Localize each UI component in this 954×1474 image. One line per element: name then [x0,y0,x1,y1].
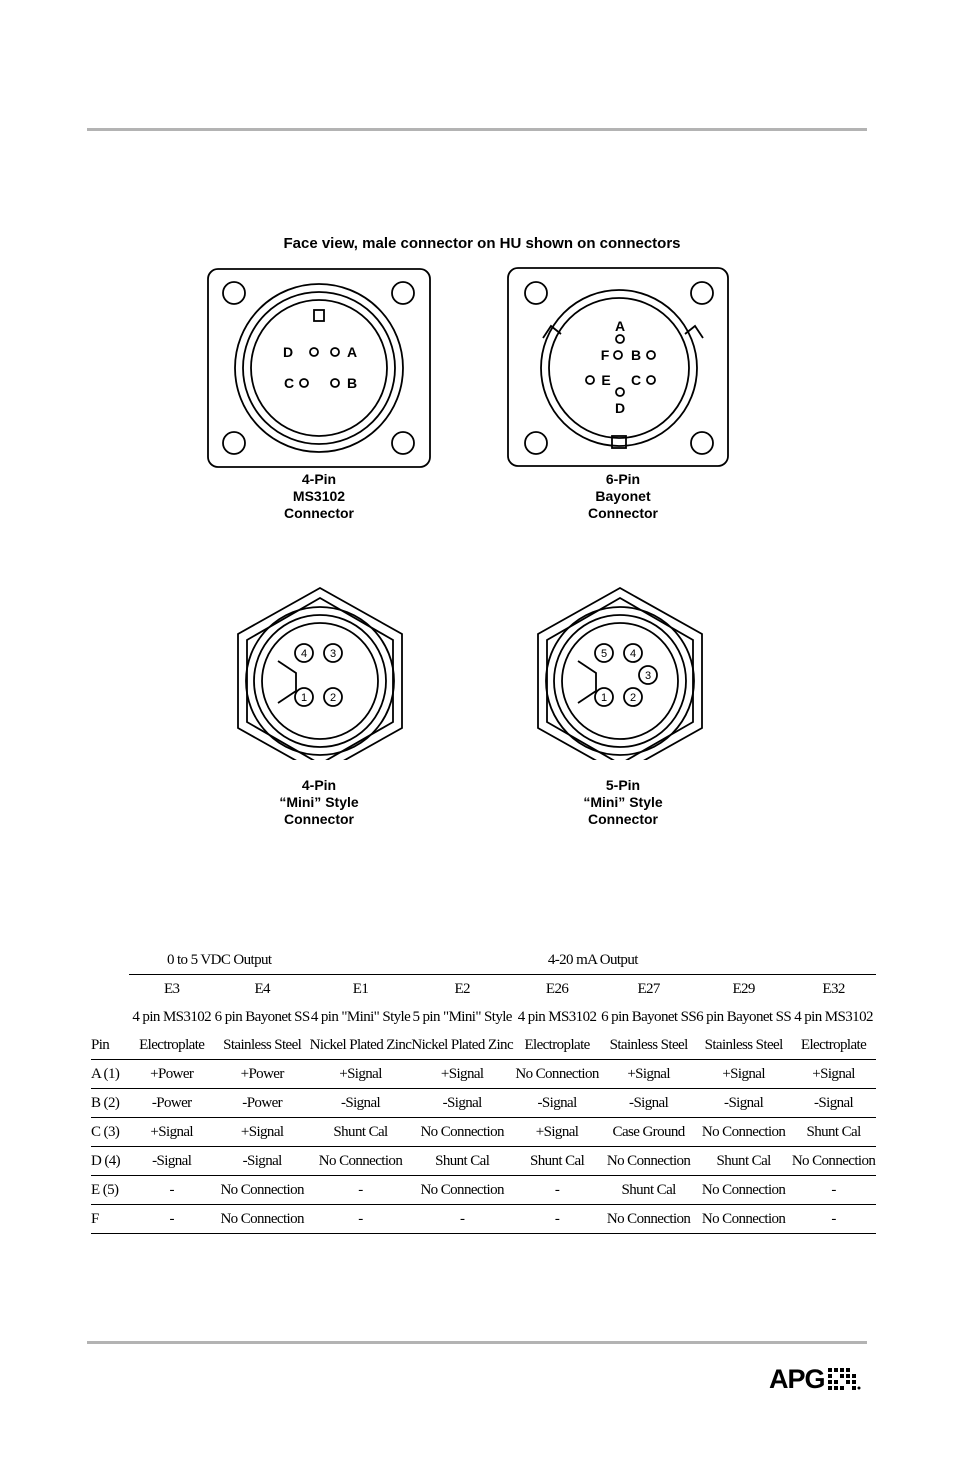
table-cell: Shunt Cal [791,1118,876,1147]
pin-label: D [614,400,626,416]
pin-cell: A (1) [91,1060,129,1089]
pin-label: D [282,344,294,360]
table-cell: +Signal [513,1118,601,1147]
pinout-table [91,946,876,1234]
table-cell: No Connection [411,1118,513,1147]
col-finish: Electroplate [513,1031,601,1060]
table-cell: -Signal [129,1147,215,1176]
connector-caption: 4-Pin “Mini” Style Connector [279,777,359,827]
table-cell: - [411,1205,513,1234]
table-cell: -Signal [791,1089,876,1118]
table-row [91,1176,876,1205]
col-finish: Nickel Plated Zinc [310,1031,412,1060]
table-cell: No Connection [601,1147,696,1176]
col-type: 5 pin "Mini" Style [412,1008,512,1025]
col-finish: Electroplate [129,1031,215,1060]
footer-rule [87,1341,867,1344]
col-code: E26 [545,980,569,997]
type-row [91,1003,876,1031]
table-cell: +Signal [411,1060,513,1089]
apg-logo: APG [769,1364,861,1395]
pin-cell: B (2) [91,1089,129,1118]
table-cell: No Connection [215,1205,310,1234]
pin-label: B [630,347,642,363]
table-cell: -Power [215,1089,310,1118]
pin-label: 4 [300,648,308,660]
connector-5pin-mini [538,588,702,760]
col-code: E1 [352,980,369,997]
table-cell: No Connection [513,1060,601,1089]
logo-grid-icon [827,1365,861,1391]
table-cell: -Signal [513,1089,601,1118]
table-row [91,1060,876,1089]
pin-cell: D (4) [91,1147,129,1176]
col-code: E32 [822,980,845,997]
table-cell: Shunt Cal [513,1147,601,1176]
table-cell: - [513,1176,601,1205]
table-cell: - [310,1205,412,1234]
col-finish: Stainless Steel [601,1031,696,1060]
table-cell: +Signal [215,1118,310,1147]
pin-label: F [600,347,610,363]
col-type: 4 pin "Mini" Style [310,1008,411,1025]
table-cell: - [791,1205,876,1234]
pin-cell: F [91,1205,129,1234]
pin-label: B [346,375,358,391]
table-cell: +Signal [791,1060,876,1089]
table-cell: +Signal [601,1060,696,1089]
pin-label: 2 [629,692,637,704]
table-cell: +Power [215,1060,310,1089]
col-type: 4 pin MS3102 [794,1008,873,1025]
col-finish: Stainless Steel [215,1031,310,1060]
table-cell: -Signal [696,1089,791,1118]
table-cell: +Signal [129,1118,215,1147]
table-cell: No Connection [411,1176,513,1205]
connector-caption: 5-Pin “Mini” Style Connector [583,777,663,827]
connector-4pin-mini [238,588,402,760]
group-header-ma: 4-20 mA Output [310,946,876,975]
group-header-row [91,946,876,975]
table-cell: - [791,1176,876,1205]
table-row [91,1205,876,1234]
table-cell: - [129,1205,215,1234]
table-cell: -Signal [601,1089,696,1118]
table-cell: +Power [129,1060,215,1089]
col-finish: Electroplate [791,1031,876,1060]
table-cell: No Connection [791,1147,876,1176]
table-cell: Shunt Cal [696,1147,791,1176]
connector-caption: 4-Pin MS3102 Connector [284,471,354,521]
col-type: 6 pin Bayonet SS [601,1008,697,1025]
table-cell: Shunt Cal [411,1147,513,1176]
table-cell: - [513,1205,601,1234]
col-type: 6 pin Bayonet SS [214,1008,310,1025]
pin-cell: E (5) [91,1176,129,1205]
connector-6pin-bayonet [508,268,728,466]
pin-label: 1 [300,692,308,704]
col-type: 4 pin MS3102 [517,1008,597,1025]
table-cell: Shunt Cal [601,1176,696,1205]
connector-4pin-ms3102 [208,269,430,467]
table-cell: No Connection [696,1176,791,1205]
pin-label: A [346,344,358,360]
col-finish: Stainless Steel [696,1031,791,1060]
table-cell: No Connection [696,1205,791,1234]
finish-row [91,1031,876,1060]
pin-label: E [601,372,611,388]
table-row [91,1089,876,1118]
pin-label: 3 [329,648,337,660]
col-code: E2 [454,980,470,997]
table-cell: -Signal [310,1089,412,1118]
table-cell: +Signal [696,1060,791,1089]
col-code: E4 [254,980,270,997]
pin-label: 1 [600,692,608,704]
table-cell: - [129,1176,215,1205]
pin-label: 5 [600,648,608,660]
pin-label: 4 [629,648,637,660]
figure-title: Face view, male connector on HU shown on connectors [283,235,681,252]
pin-label: A [614,318,626,334]
col-finish: Nickel Plated Zinc [411,1031,513,1060]
group-header-vdc: 0 to 5 VDC Output [129,946,310,975]
col-type: 4 pin MS3102 [132,1008,212,1025]
table-cell: Shunt Cal [310,1118,412,1147]
table-cell: No Connection [696,1118,791,1147]
table-row [91,1147,876,1176]
table-cell: - [310,1176,412,1205]
table-row [91,1118,876,1147]
col-code: E29 [732,980,755,997]
table-cell: Case Ground [601,1118,696,1147]
col-type: 6 pin Bayonet SS [696,1008,792,1025]
pin-header: Pin [91,1031,129,1060]
pin-label: C [630,372,642,388]
col-code: E3 [163,980,180,997]
pin-label: C [283,375,295,391]
pin-cell: C (3) [91,1118,129,1147]
table-cell: +Signal [310,1060,412,1089]
table-cell: -Signal [411,1089,513,1118]
connector-caption: 6-Pin Bayonet Connector [588,471,658,521]
table-cell: No Connection [310,1147,412,1176]
col-code: E27 [637,980,660,997]
pin-label: 2 [329,692,337,704]
table-cell: No Connection [601,1205,696,1234]
pin-label: 3 [644,670,652,682]
table-cell: -Signal [215,1147,310,1176]
table-cell: No Connection [215,1176,310,1205]
table-cell: -Power [129,1089,215,1118]
code-row [91,975,876,1004]
